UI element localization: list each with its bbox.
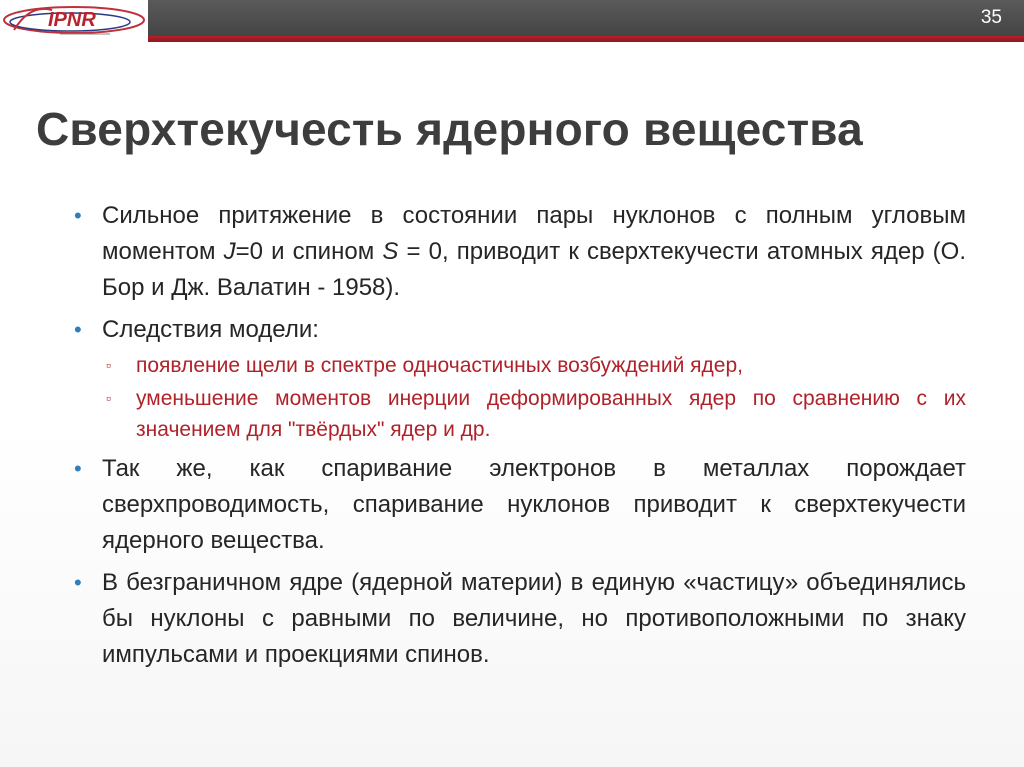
bullet-text-part: =0 и спином — [235, 238, 383, 265]
svg-text:IPNR: IPNR — [48, 9, 96, 31]
sub-bullet-item — [70, 350, 966, 381]
bullet-dot-icon: • — [74, 317, 82, 342]
bullet-item — [70, 565, 966, 673]
square-bullet-icon: ▫ — [106, 357, 111, 373]
bullet-text-part: = 0, приводит к сверхтекучести атомных ядер (О. Бор и Дж. Валатин - 1958). — [102, 238, 967, 301]
bullet-text-part: Сильное притяжение в состоянии пары нуклонов с полным угловым моментом — [102, 202, 966, 265]
bullet-item — [70, 451, 966, 559]
sub-bullet-item — [70, 383, 966, 445]
ipnr-logo-icon — [0, 0, 148, 44]
bullet-dot-icon: • — [74, 570, 82, 595]
bullet-text: Следствия модели: — [102, 316, 319, 343]
bullet-text: Так же, как спаривание электронов в металлах порождает сверхпроводимость, спаривание нуклонов приводит к сверхтекучести ядерного вещества. — [102, 455, 966, 554]
bullet-item — [70, 312, 966, 348]
square-bullet-icon: ▫ — [106, 390, 111, 406]
slide-number: 35 — [980, 7, 1002, 28]
bullet-dot-icon: • — [74, 456, 82, 481]
sub-bullet-text: появление щели в спектре одночастичных возбуждений ядер, — [136, 354, 743, 377]
slide-title: Сверхтекучесть ядерного вещества — [36, 103, 863, 155]
header-accent-line — [148, 36, 1024, 42]
ipnr-logo — [0, 0, 148, 44]
header-bar — [148, 0, 1024, 36]
sub-bullet-text: уменьшение моментов инерции деформированных ядер по сравнению с их значением для "твёрдых" ядер и др. — [136, 387, 966, 441]
j-symbol: J — [223, 238, 236, 265]
bullet-text: В безграничном ядре (ядерной материи) в единую «частицу» объединялись бы нуклоны с равными по величине, но противоположными по знаку импульсами и проекциями спинов. — [102, 569, 966, 668]
bullet-item — [70, 198, 966, 306]
slide-content — [70, 198, 966, 675]
bullet-dot-icon: • — [74, 203, 82, 228]
s-symbol: S — [382, 238, 399, 265]
